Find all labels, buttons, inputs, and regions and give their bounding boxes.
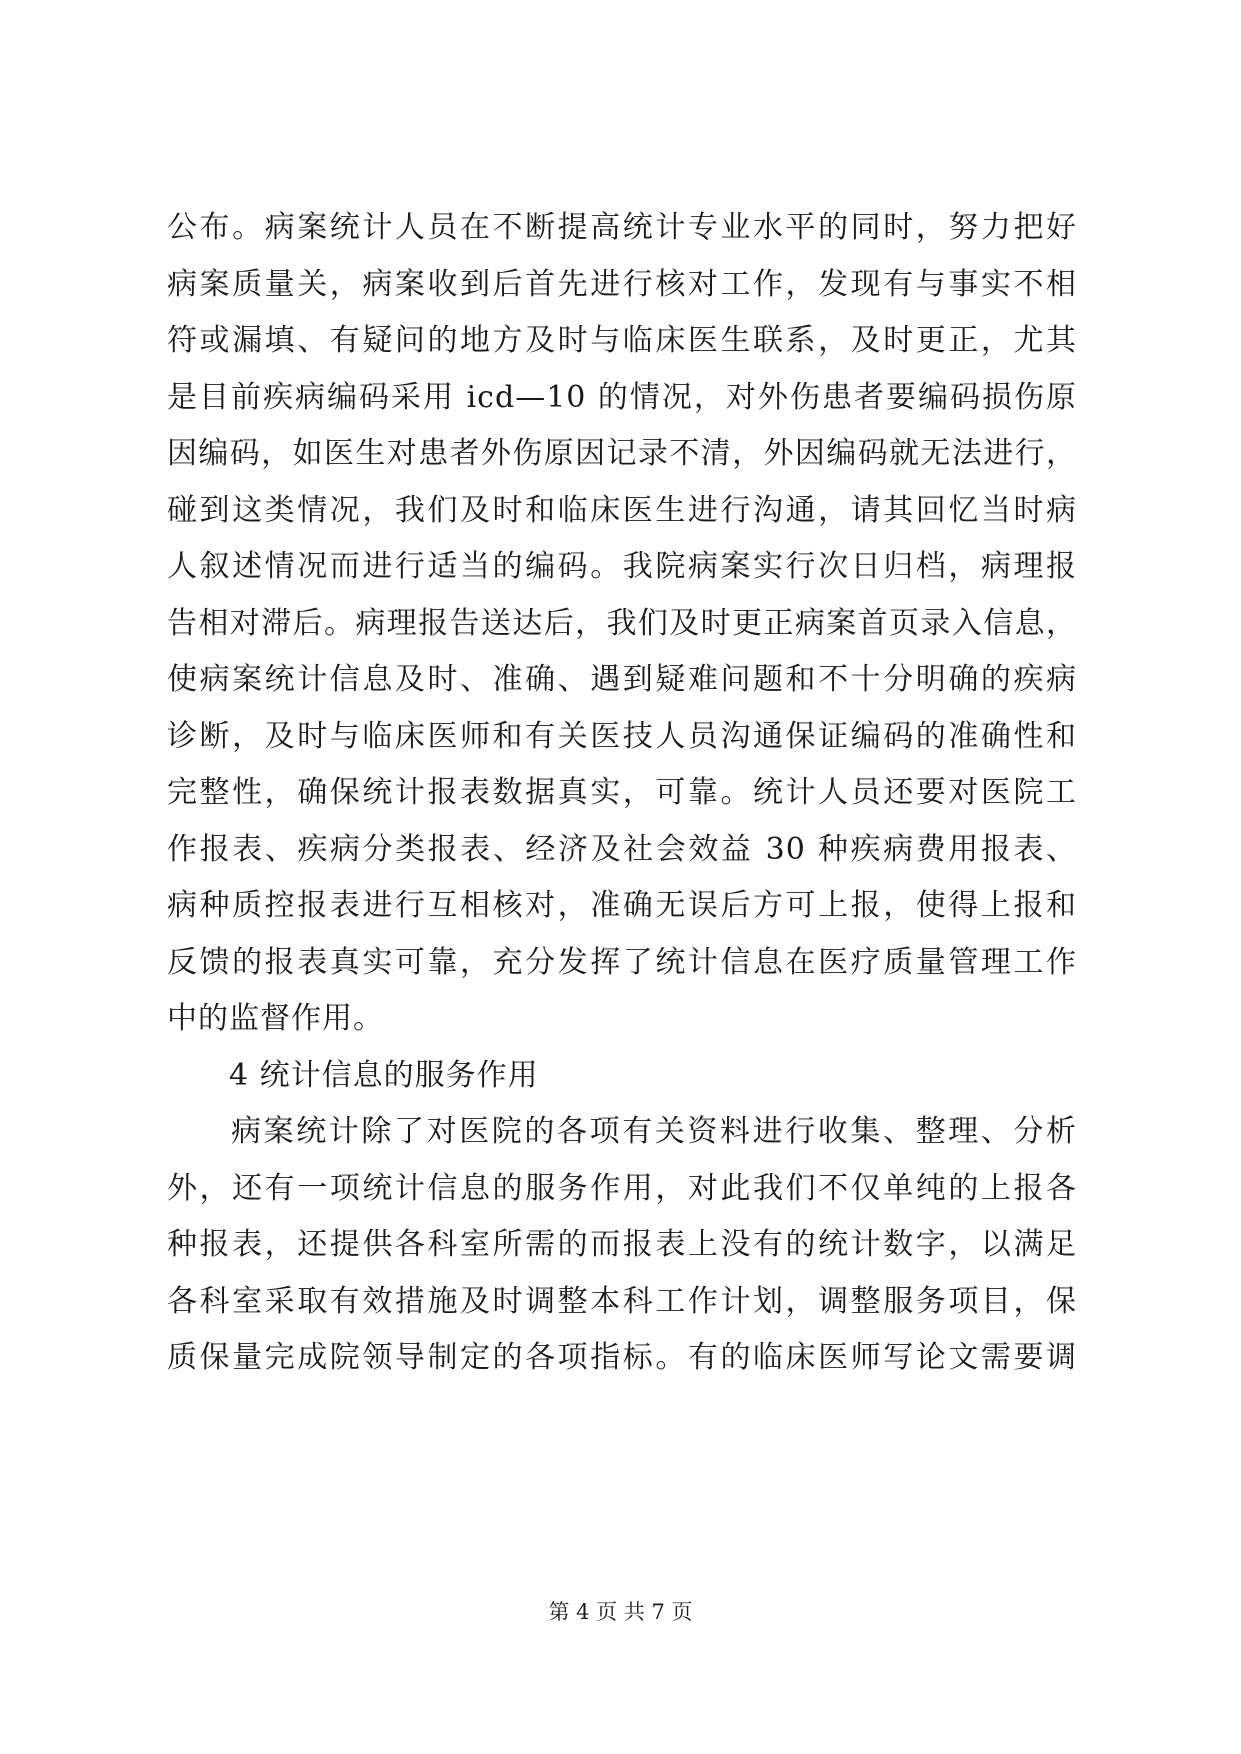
text-line: 种报表，还提供各科室所需的而报表上没有的统计数字，以满足: [167, 1227, 1077, 1262]
text-line: 作报表、疾病分类报表、经济及社会效益 30 种疾病费用报表、: [167, 831, 1077, 867]
document-body: [167, 200, 1077, 1387]
section-heading: 4 统计信息的服务作用: [229, 1057, 539, 1093]
paragraph-1: [167, 200, 1077, 1048]
text-line: 反馈的报表真实可靠，充分发挥了统计信息在医疗质量管理工作: [167, 944, 1077, 980]
text-line: 因编码，如医生对患者外伤原因记录不清，外因编码就无法进行，: [167, 436, 1077, 471]
text-line: 符或漏填、有疑问的地方及时与临床医生联系，及时更正，尤其: [167, 323, 1077, 358]
text-line: 使病案统计信息及时、准确、遇到疑难问题和不十分明确的疾病: [167, 662, 1077, 697]
text-line: 病案质量关，病案收到后首先进行核对工作，发现有与事实不相: [167, 266, 1077, 302]
text-line: 人叙述情况而进行适当的编码。我院病案实行次日归档，病理报: [167, 549, 1077, 584]
text-line: 诊断，及时与临床医师和有关医技人员沟通保证编码的准确性和: [167, 718, 1077, 754]
text-line: 公布。病案统计人员在不断提高统计专业水平的同时，努力把好: [167, 210, 1077, 245]
text-line: 质保量完成院领导制定的各项指标。有的临床医师写论文需要调: [167, 1340, 1077, 1375]
text-line: 完整性，确保统计报表数据真实，可靠。统计人员还要对医院工: [167, 775, 1077, 810]
text-line: 碰到这类情况，我们及时和临床医生进行沟通，请其回忆当时病: [167, 492, 1077, 528]
text-line: 告相对滞后。病理报告送达后，我们及时更正病案首页录入信息，: [167, 605, 1077, 641]
text-line: 是目前疾病编码采用 icd—10 的情况，对外伤患者要编码损伤原: [167, 379, 1077, 415]
text-line: 外，还有一项统计信息的服务作用，对此我们不仅单纯的上报各: [167, 1170, 1077, 1206]
text-line: 病种质控报表进行互相核对，准确无误后方可上报，使得上报和: [167, 888, 1077, 923]
page-number-footer: 第 4 页 共 7 页: [548, 1600, 693, 1624]
paragraph-2: [167, 1104, 1077, 1387]
text-line: 病案统计除了对医院的各项有关资料进行收集、整理、分析: [231, 1114, 1077, 1149]
text-line: 中的监督作用。: [167, 1001, 384, 1036]
text-line: 各科室采取有效措施及时调整本科工作计划，调整服务项目，保: [167, 1283, 1077, 1319]
